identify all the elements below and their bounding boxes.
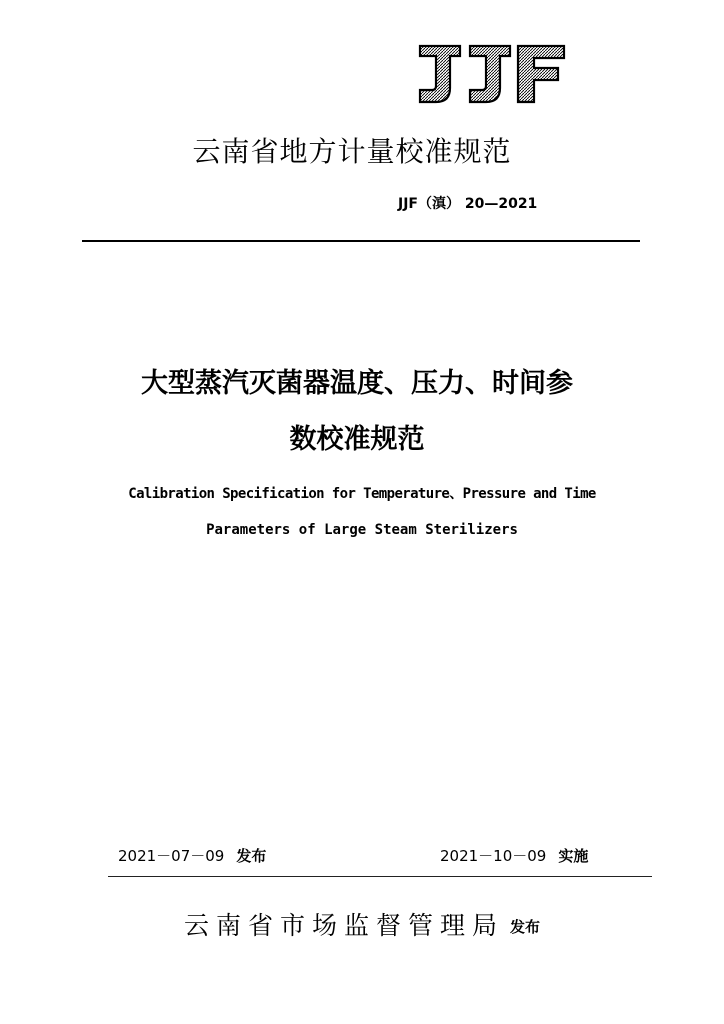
title-chinese-line2: 数校准规范 bbox=[289, 424, 425, 455]
jjf-logo bbox=[416, 42, 568, 106]
implement-label: 实施 bbox=[558, 847, 589, 865]
title-english-line1: Calibration Specification for Temperature、Pressure and Time bbox=[128, 486, 596, 502]
issue-label: 发布 bbox=[236, 847, 267, 865]
footer-divider bbox=[108, 876, 652, 877]
header-divider bbox=[82, 240, 640, 242]
implement-date-block bbox=[440, 846, 588, 866]
standard-category-title bbox=[0, 132, 724, 172]
publisher-line bbox=[0, 906, 724, 947]
standard-category-text: 云南省地方计量校准规范 bbox=[192, 135, 512, 168]
title-english-line2: Parameters of Large Steam Sterilizers bbox=[206, 522, 518, 538]
publisher-name: 云南省市场监督管理局 bbox=[183, 911, 504, 940]
issue-date-block bbox=[118, 846, 266, 866]
publisher-suffix: 发布 bbox=[510, 918, 541, 936]
implement-date: 2021－10－09 bbox=[440, 847, 547, 865]
document-number: JJF（滇） 20—2021 bbox=[398, 196, 538, 212]
title-chinese-line1: 大型蒸汽灭菌器温度、压力、时间参 bbox=[141, 368, 573, 399]
issue-date: 2021－07－09 bbox=[118, 847, 225, 865]
